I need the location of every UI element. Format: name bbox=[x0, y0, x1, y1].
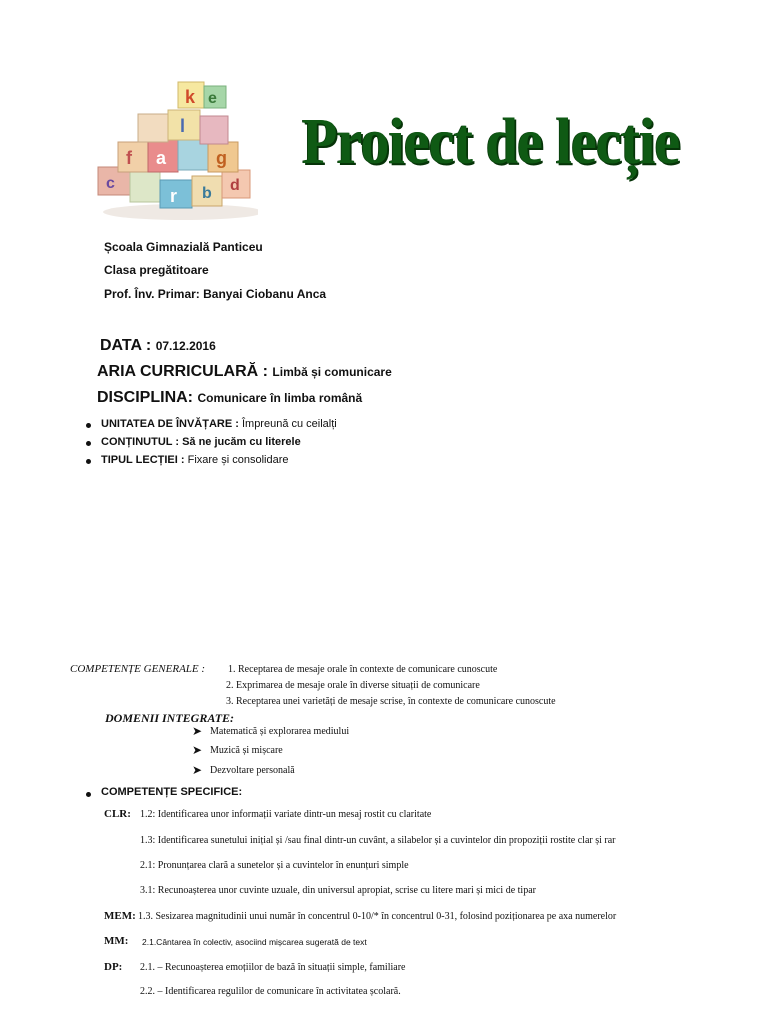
bullet-tipul bbox=[101, 454, 288, 466]
aria-row bbox=[97, 363, 392, 381]
tipul-label: TIPUL LECȚIEI : bbox=[101, 454, 185, 466]
domenii-label: DOMENII INTEGRATE: bbox=[105, 711, 235, 725]
block-letter: l bbox=[180, 116, 186, 136]
competenta-generala-item: 1. Receptarea de mesaje orale în contexte de comunicare cunoscute bbox=[228, 664, 498, 675]
mem-label: MEM: bbox=[104, 910, 136, 922]
competenta-generala-item: 2. Exprimarea de mesaje orale în diverse situații de comunicare bbox=[226, 680, 480, 691]
date-value: 07.12.2016 bbox=[155, 339, 216, 353]
bullet-continut bbox=[101, 436, 301, 448]
alphabet-blocks-illustration bbox=[88, 72, 258, 222]
mm-item: 2.1.Cântarea în colectiv, asociind mișcarea sugerată de text bbox=[142, 937, 367, 947]
block-letter: e bbox=[208, 90, 217, 107]
disciplina-label: DISCIPLINA: bbox=[97, 389, 193, 406]
unitate-value: Împreună cu ceilalți bbox=[241, 418, 337, 430]
disciplina-value: Comunicare în limba română bbox=[197, 391, 363, 405]
arrow-bullet-icon: ➤ bbox=[192, 743, 203, 757]
bullet-icon bbox=[86, 459, 91, 464]
class-name: Clasa pregătitoare bbox=[104, 263, 209, 277]
continut-value: Să ne jucăm cu literele bbox=[182, 436, 301, 448]
teacher-name: Prof. Înv. Primar: Banyai Ciobanu Anca bbox=[104, 287, 327, 301]
date-label: DATA : bbox=[100, 337, 152, 354]
dp-item: 2.1. – Recunoașterea emoțiilor de bază în situații simple, familiare bbox=[140, 962, 406, 973]
block-letter: k bbox=[185, 87, 196, 107]
dp-item: 2.2. – Identificarea regulilor de comunicare în activitatea școlară. bbox=[140, 986, 401, 997]
domeniu-item: Muzică și mișcare bbox=[210, 745, 283, 756]
clr-item: 3.1: Recunoașterea unor cuvinte uzuale, din universul apropiat, scrise cu litere mari și mici de tipar bbox=[140, 885, 536, 896]
block-letter: b bbox=[202, 185, 212, 202]
bullet-icon bbox=[86, 423, 91, 428]
arrow-bullet-icon: ➤ bbox=[192, 724, 203, 738]
clr-item: 1.2: Identificarea unor informații variate dintr-un mesaj rostit cu claritate bbox=[140, 809, 432, 820]
school-name: Școala Gimnazială Panticeu bbox=[104, 240, 263, 254]
block-letter: g bbox=[216, 148, 227, 168]
block-letter: d bbox=[230, 177, 240, 194]
aria-value: Limbă și comunicare bbox=[272, 365, 392, 379]
arrow-bullet-icon: ➤ bbox=[192, 763, 203, 777]
bullet-icon bbox=[86, 441, 91, 446]
mem-item: 1.3. Sesizarea magnitudinii unui număr în concentrul 0-10/* în concentrul 0-31, folosind poziționarea pe axa numerelor bbox=[138, 911, 617, 922]
competenta-generala-item: 3. Receptarea unei varietăți de mesaje scrise, în contexte de comunicare cunoscute bbox=[226, 696, 556, 707]
page-title: Proiect de lecție bbox=[302, 105, 680, 178]
disciplina-row bbox=[97, 389, 362, 407]
continut-label: CONȚINUTUL : bbox=[101, 436, 180, 448]
aria-label: ARIA CURRICULARĂ : bbox=[97, 363, 268, 380]
block-letter: a bbox=[156, 148, 167, 168]
clr-item: 1.3: Identificarea sunetului inițial și /sau final dintr-un cuvânt, a silabelor și a cuvintelor din propoziții rostite clar și rar bbox=[140, 835, 616, 846]
block-letter: f bbox=[126, 148, 132, 168]
unitate-label: UNITATEA DE ÎNVĂȚARE : bbox=[101, 418, 239, 430]
block-letter: c bbox=[106, 175, 115, 192]
block-letter: r bbox=[170, 186, 178, 206]
clr-item: 2.1: Pronunțarea clară a sunetelor și a cuvintelor în enunțuri simple bbox=[140, 860, 409, 871]
mm-label: MM: bbox=[104, 935, 129, 947]
clr-label: CLR: bbox=[104, 808, 131, 820]
domeniu-item: Matematică și explorarea mediului bbox=[210, 726, 350, 737]
bullet-unitate bbox=[101, 418, 337, 430]
dp-label: DP: bbox=[104, 961, 123, 973]
competente-specifice-label: COMPETENȚE SPECIFICE: bbox=[101, 786, 243, 798]
domeniu-item: Dezvoltare personală bbox=[210, 765, 295, 776]
competente-generale-label: COMPETENȚE GENERALE : bbox=[70, 663, 206, 675]
tipul-value: Fixare și consolidare bbox=[187, 454, 289, 466]
bullet-icon bbox=[86, 792, 91, 797]
date-row bbox=[100, 337, 216, 355]
